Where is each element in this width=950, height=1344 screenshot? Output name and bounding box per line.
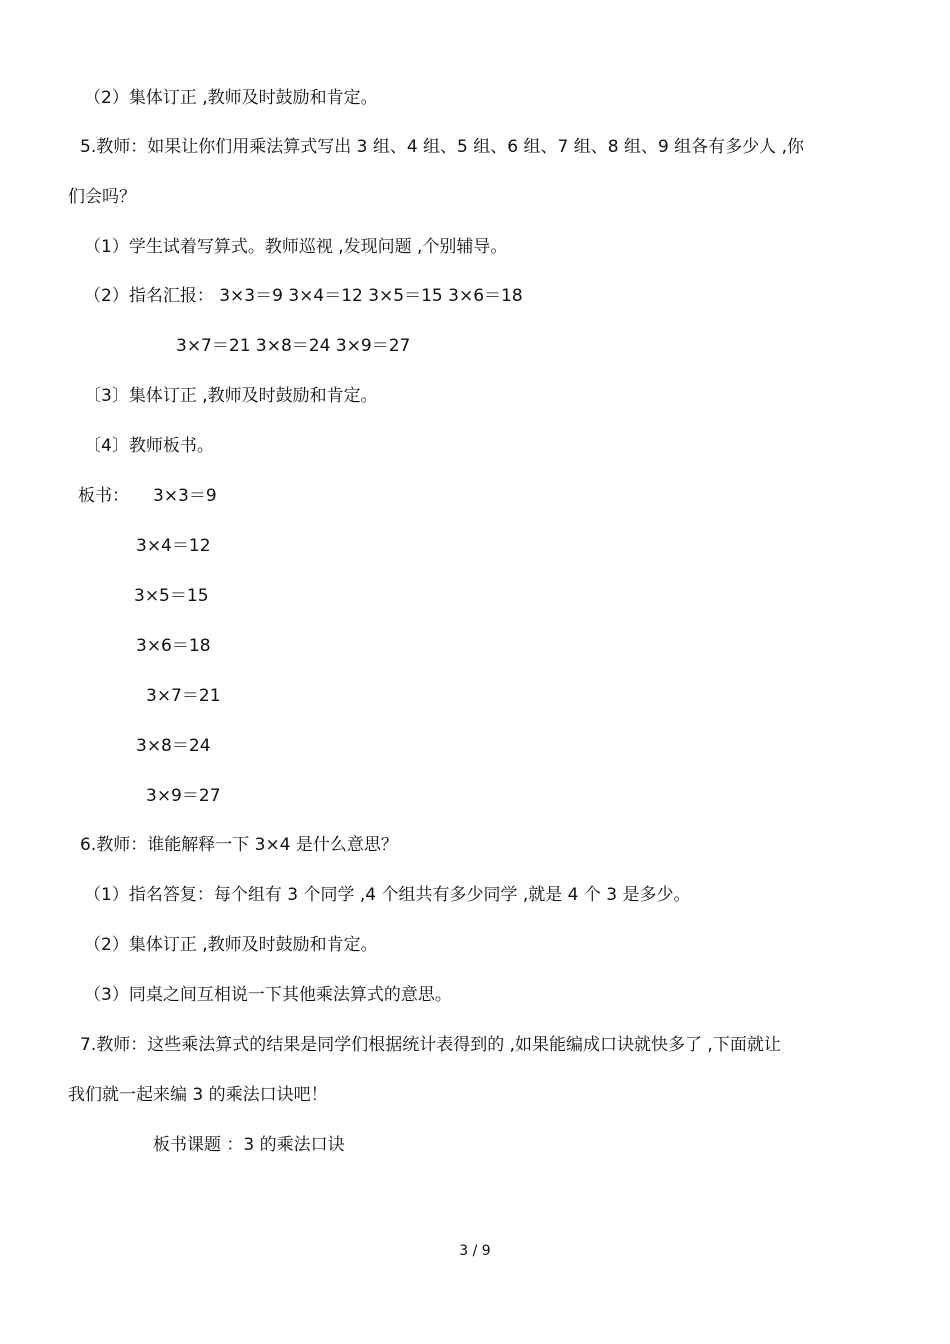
board-equation-2: 3×4＝12 xyxy=(136,536,211,556)
board-equation-4: 3×6＝18 xyxy=(136,636,211,656)
text-line-2: 5.教师：如果让你们用乘法算式写出 3 组、4 组、5 组、6 组、7 组、8 组、9 组各有多少人 ,你 xyxy=(80,137,804,157)
board-equation-5: 3×7＝21 xyxy=(146,686,221,706)
board-equation-1: 3×3＝9 xyxy=(153,486,217,506)
text-line-10: （1）指名答复：每个组有 3 个同学 ,4 个组共有多少同学 ,就是 4 个 3 是多少。 xyxy=(84,885,691,905)
board-label: 板书： xyxy=(78,486,129,506)
page-number: 3 / 9 xyxy=(459,1243,491,1259)
board-equation-3: 3×5＝15 xyxy=(134,586,209,606)
text-line-8: 〔4〕教师板书。 xyxy=(84,436,214,456)
text-line-4: （1）学生试着写算式。教师巡视 ,发现问题 ,个别辅导。 xyxy=(84,237,508,257)
text-line-7: 〔3〕集体订正 ,教师及时鼓励和肯定。 xyxy=(84,386,378,406)
text-line-9: 6.教师：谁能解释一下 3×4 是什么意思？ xyxy=(80,835,398,855)
lesson-title: 板书课题 ：3 的乘法口诀 xyxy=(153,1135,345,1155)
board-equation-6: 3×8＝24 xyxy=(136,736,211,756)
text-line-1: （2）集体订正 ,教师及时鼓励和肯定。 xyxy=(84,88,378,108)
text-line-11: （2）集体订正 ,教师及时鼓励和肯定。 xyxy=(84,935,378,955)
board-equation-7: 3×9＝27 xyxy=(146,786,221,806)
text-line-14: 我们就一起来编 3 的乘法口诀吧！ xyxy=(68,1085,328,1105)
text-line-3: 们会吗？ xyxy=(68,187,136,207)
text-line-12: （3）同桌之间互相说一下其他乘法算式的意思。 xyxy=(84,985,452,1005)
text-line-5: （2）指名汇报： 3×3＝9 3×4＝12 3×5＝15 3×6＝18 xyxy=(84,286,523,306)
text-line-13: 7.教师：这些乘法算式的结果是同学们根据统计表得到的 ,如果能编成口诀就快多了 ,下面就让 xyxy=(80,1035,781,1055)
text-line-6: 3×7＝21 3×8＝24 3×9＝27 xyxy=(176,336,411,356)
